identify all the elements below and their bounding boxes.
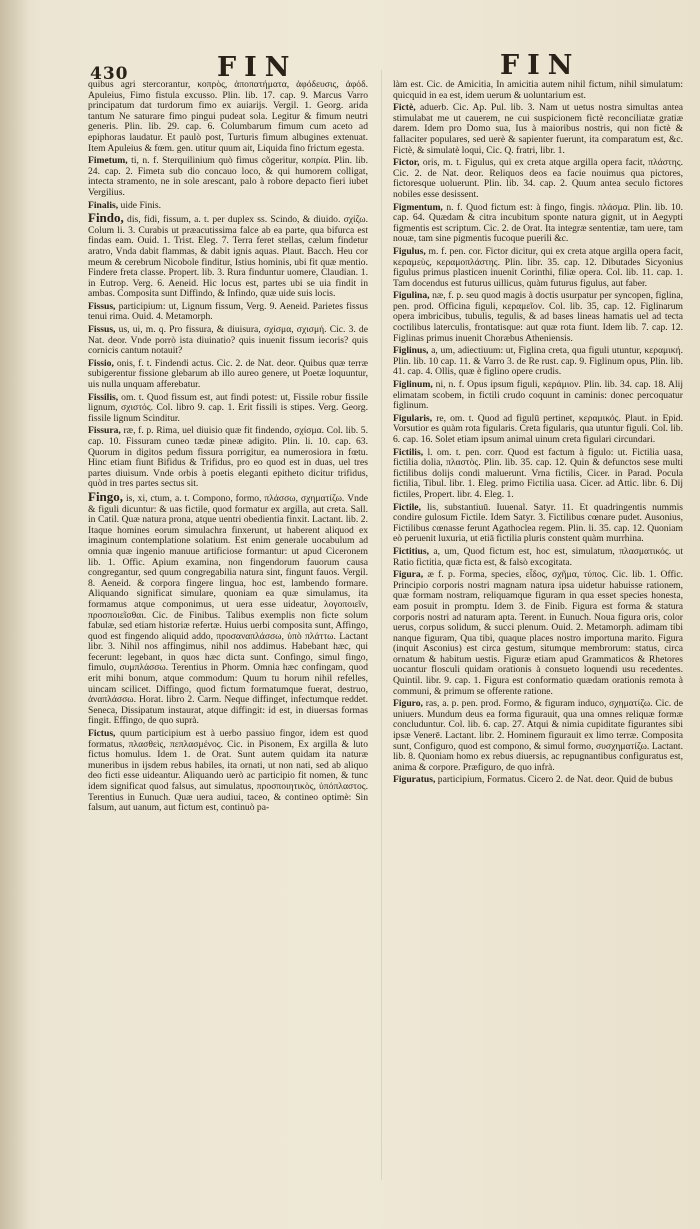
entry-text: participium: ut, Lignum fissum, Verg. 9. Aeneid. Parietes fissus tenui rima. Ouid. 4. Metamorph.: [88, 300, 368, 323]
dictionary-entry: [88, 80, 368, 154]
entry-lemma: Fictor,: [393, 157, 420, 169]
page-number: 430: [90, 64, 129, 84]
entry-text: l. om. t. pen. corr. Quod est factum à figulo: ut. Fictilia uasa, fictilia dolia, πλαστὸς. Plin. lib. 35. cap. 12. Quin & defunctos sese multi fictilibus dolijs condi maluerunt. Vrna fictilis, Cicer. in Parad. Pocula fictilia, Tibul. libr. 1. Eleg. primo Fictilia uasa. Cicer. ad Attic. libr. 6. Dij fictiles, Propert. libr. 4. Eleg. 1.: [393, 446, 683, 500]
entry-text: ras, a. p. pen. prod. Formo, & figuram induco, σχηματίζω. Cic. de uniuers. Mundum deus ea forma figurauit, qua una omnes reliquæ formæ concluduntur. Col. lib. 6. cap. 27. Atqui & nimia cupiditate figurantes sibi ipsæ Venerē. Lactant. libr. 2. Hominem figurauit ex limo terræ. Composita sunt, Configuro, quod est compono, & simul formo, συσχηματίζω. Lactant. lib. 8. Quoniam homo ex rebus diuersis, ac repugnantibus configuratus est, anima & corpore. Præfiguro, de quo infrà.: [393, 698, 683, 773]
dictionary-entry: [393, 547, 683, 568]
dictionary-entry: [88, 156, 368, 198]
entry-text: re, om. t. Quod ad figulū pertinet, κεραμικός. Plaut. in Epid. Vorsutior es quàm rota figularis. Creta figularis, qua utuntur figuli. Col. lib. 6. cap. 16. Solet etiam ipsum animal uinum creta figulari circundari.: [393, 412, 683, 445]
dictionary-entry: [88, 210, 368, 300]
dictionary-entry: [393, 448, 683, 501]
entry-text: om. t. Quod fissum est, aut findi potest: ut, Fissile robur fissile lignum, σχιστός. Col. libro 9. cap. 1. Erit fissili is stipes. Verg. Georg. fissile lignum Scinditur.: [88, 391, 368, 424]
running-head-right: FIN: [500, 50, 581, 81]
entry-lemma: Figularis,: [393, 412, 433, 424]
entry-lemma: Fictilis,: [393, 446, 424, 458]
entry-lemma: Figuratus,: [393, 774, 436, 786]
entry-lemma: Fictitius,: [393, 545, 429, 557]
entry-lemma: Figuro,: [393, 698, 423, 710]
right-column: [393, 80, 683, 1185]
entry-lemma: Figlinus,: [393, 345, 429, 357]
entry-lemma: Fictus,: [88, 728, 116, 740]
entry-lemma: Fissura,: [88, 425, 121, 437]
entry-lemma: Fissus,: [88, 300, 116, 312]
dictionary-entry: [393, 699, 683, 773]
column-gutter: [381, 70, 382, 1180]
dictionary-entry: [393, 346, 683, 378]
entry-lemma: Fimetum,: [88, 155, 128, 167]
dictionary-entry: [393, 247, 683, 289]
entry-text: uide Finis.: [120, 199, 162, 211]
dictionary-entry: [88, 729, 368, 814]
entry-text: us, ui, m. q. Pro fissura, & diuisura, σχίσμα, σχισμή. Cic. 3. de Nat. deor. Vnde porrò ista diuinatio? quis inuenit fissum iecoris? quis cornicis cantum notauit?: [88, 324, 368, 357]
entry-lemma: Fissus,: [88, 324, 116, 336]
entry-text: làm est. Cic. de Amicitia, In amicitia autem nihil fictum, nihil simulatum: quicquid in ea est, idem uerum & uoluntarium est.: [393, 80, 683, 101]
dictionary-entry: [88, 325, 368, 357]
entry-text: n. f. Quod fictum est: à fingo, fingis. πλάσμα. Plin. lib. 10. cap. 64. Quædam & citra incubitum sponte natura gignit, ut in Aegypti figmentis est scriptum. Cic. 2. de Orat. Ita integræ sententiæ, tam uere, tam nouæ, tam sine pigmentis fucoque puerili &c.: [393, 201, 683, 245]
entry-lemma: Figulus,: [393, 245, 426, 257]
dictionary-entry: [88, 393, 368, 425]
dictionary-entry: [88, 488, 368, 727]
entry-lemma: Finalis,: [88, 199, 119, 211]
entry-lemma: Findo,: [88, 210, 124, 226]
dictionary-entry: [393, 291, 683, 344]
dictionary-entry: [88, 201, 368, 212]
entry-lemma: Figlinum,: [393, 379, 433, 391]
entry-text: a, um, Quod fictum est, hoc est, simulatum, πλασματικός. ut Ratio fictitia, quæ ficta est, & falsò excogitata.: [393, 545, 683, 568]
entry-text: ræ, f. p. Rima, uel diuisio quæ fit findendo, σχίσμα. Col. lib. 5. cap. 10. Fissuram cuneo tædæ pineæ adigito. Plin. li. 10. cap. 63. Quorum in digitos pedum fissura porrigitur, ea numerosiora in fœtu. Hinc etiam fiunt Bifidus & Trifidus, pro eo quod est in duas, uel tres partes diuisum. Vnde orbis à poetis eleganti epitheto dicitur trifidus, quòd in tres partes sectus sit.: [88, 425, 368, 490]
entry-text: a, um, adiectiuum: ut, Figlina creta, qua figuli utuntur, κεραμική. Plin. lib. 10 cap. 11. & Varro 3. de Re rust. cap. 9. Figlinum opus, Plin. lib. 41. cap. 4. Ollis, quæ è figlino opere crudis.: [393, 345, 683, 378]
running-head-left: FIN: [217, 52, 298, 83]
dictionary-entry: [393, 103, 683, 156]
entry-lemma: Figmentum,: [393, 201, 443, 213]
dictionary-entry: [393, 775, 683, 786]
dictionary-entry: [393, 158, 683, 200]
dictionary-entry: [393, 570, 683, 697]
entry-lemma: Fissilis,: [88, 391, 119, 403]
entry-lemma: Fictile,: [393, 501, 421, 513]
dictionary-entry: [393, 203, 683, 245]
dictionary-entry: [393, 414, 683, 446]
entry-lemma: Fictè,: [393, 102, 416, 114]
entry-text: ni, n. f. Opus ipsum figuli, κεράμιον. Plin. lib. 34. cap. 18. Alij elimatam scobem, in fictili crudo coquunt in caminis: donec percoquatur figlinum.: [393, 379, 683, 412]
entry-text: m. f. pen. cor. Fictor dicitur, qui ex creta atque argilla opera facit, κεραμεὺς, κεραμοπλάστης. Plin. libr. 35. cap. 12. Dibutades Sicyonius figulus primus plasticen inuenit Corinthi, filiæ opera. Col. lib. 11. cap. 1. Tam docendus est futurus uillicus, quàm futurus figulus, aut faber.: [393, 245, 683, 289]
entry-text: participium, Formatus. Cicero 2. de Nat. deor. Quid de bubus: [437, 774, 673, 786]
dictionary-entry: [393, 503, 683, 545]
dictionary-entry: [88, 302, 368, 323]
entry-text: æ f. p. Forma, species, εἶδος, σχῆμα, τύπος. Cic. lib. 1. Offic. Principio corporis nostri magnam natura ipsa uidetur habuisse rationem, quæ formam nostram, reliquamque figuram in qua esset species honesta, eam posuit in promptu. Idem 3. de Finib. Figura est forma & statura corporis nostri ad naturam apta. Terent. in Eunuch. Noua figura oris, color uerus, corpus solidum, & succi plenum. Ouid. 2. Metamorph. adimam tibi nanque figuram, Qua tibi, quaque places nostro importuna marito. Figura (inquit Asconius) est circa gestum, situmque membrorum: status, circa ornatum & habitum uestis. Figuræ etiam apud Grammaticos & Rhetores uocantur flosculi quidam orationis à consueto loquendi usu recedentes. Quintil. libr. 9. cap. 1. Figura est conformatio quædam orationis remota à communi, & primum se offerente ratione.: [393, 569, 683, 697]
entry-lemma: Fingo,: [88, 488, 124, 504]
entry-text: næ, f. p. seu quod magis à doctis usurpatur per syncopen, figlina, pen. prod. Officina figuli, κεραμεῖον. Col. lib. 35, cap. 12. Figlinarum opera imbricibus, tubulis, tegulis, & ad bases lineas hamatis uel ad tecta coctilibus laterculis, frontatisque: aut quæ rota fiunt. Idem lib. 7. cap. 12. Figlinas primus inuenit Choræbus Atheniensis.: [393, 290, 683, 344]
entry-text: onis, f. t. Findendi actus. Cic. 2. de Nat. deor. Quibus quæ terræ subigerentur fissione glebarum ab illo aureo genere, ut Poetæ loquuntur, uis nulla unquam afferebatur.: [88, 357, 368, 391]
entry-lemma: Figulina,: [393, 290, 430, 302]
left-column: [88, 80, 368, 1185]
entry-text: lis, substantiuū. Iuuenal. Satyr. 11. Et quadringentis nummis condire gulosum Fictile. Idem Satyr. 3. Fictilibus cœnare pudet. Ausonius, Fictilibus cœnasse ferunt Agathoclea regem. Plin. li. 35. cap. 12. Quoniam eò peruenit luxuria, ut etiā fictilia pluris constent quàm murrhina.: [393, 501, 683, 545]
dictionary-entry: [88, 426, 368, 490]
binding-shadow: [0, 0, 30, 1229]
entry-lemma: Fissio,: [88, 357, 114, 369]
entry-lemma: Figura,: [393, 569, 424, 581]
entry-text: quum participium est à uerbo passiuo fingor, idem est quod formatus, πλασθεὶς, πεπλασμένος. Cic. in Pisonem, Ex argilla & luto fictus homulus. Idem 1. de Orat. Sunt autem quidam ita naturæ muneribus in ijsdem rebus habiles, ita ornati, ut non nati, sed ab aliquo deo ficti esse uideantur. Aliquando uerò ac participio fit nomen, & tunc idem significat quod falsus, aut simulatus, προσποιητικὸς, ὑπόπλαστος. Terentius in Eunuch. Quæ uera audiui, taceo, & contineo optimè: Sin falsum, aut uanum, aut fictum est, continuò pa-: [88, 728, 368, 814]
dictionary-entry: [393, 80, 683, 101]
dictionary-entry: [393, 380, 683, 412]
entry-text: quibus agri stercorantur, κοπρὸς, ἀποπατήματα, ἀφόδευσις, ἀφόδ. Apuleius, Fimo fistula excusso. Plin. lib. 17. cap. 9. Marcus Varro principatum dat turdorum fimo ex auiarijs. Vergil. 1. Georg. arida tantum Ne saturare fimo pingui pudeat sola. Legitur & fimum neutri generis. Plin. lib. 29. cap. 6. Columbarum fimum cum aceto ad epiphoras laudatur. Et paulò post, Turturis fimum albugines extenuat. Item Apuleius & fœm. gen. utitur quum ait, Liquida fino frictum egesta.: [88, 80, 368, 154]
entry-text: ti, n. f. Sterquilinium quò fimus cõgeritur, κοπρία. Plin. lib. 24. cap. 2. Fimeta sub dio concauo loco, & qui humorem colligat, intecta stramento, ne in sole arescant, palo à robore depacto fieri iubet Vergilius.: [88, 155, 368, 198]
dictionary-entry: [88, 359, 368, 391]
entry-text: oris, m. t. Figulus, qui ex creta atque argilla opera facit, πλάστης. Cic. 2. de Nat. deor. Reliquos deos ea facie nouimus qua pictores, fictoresque uoluerunt. Plin. lib. 34. cap. 2. Quum antea seculo fictores nobiles esse desissent.: [393, 157, 683, 200]
entry-text: aduerb. Cic. Ap. Pul. lib. 3. Nam ut uetus nostra simultas antea stimulabat me ut cauerem, ne cui suspicionem fictè reconciliatæ gratiæ darem. Idem pro Domo sua, Ius à maioribus nostris, qui non fictè & fallaciter populares, sed uerè & sapienter fuerunt, ita comparatum est, &c. Fictè, & simulatè loqui, Cic. Q. fratri, libr. 1.: [393, 102, 683, 156]
entry-text: is, xi, ctum, a. t. Compono, formo, πλάσσω, σχηματίζω. Vnde & figuli dicuntur: & uas fictile, quod formatur ex argilla, aut creta. Sall. in Catil. Quæ natura prona, atque uentri obedientia finxit. Lactant. lib. 2. Itaque homines eorum simulachra finxerunt, ut haberent aliquod ex imaginum contemplatione solatium. Est enim generale uocabulum ad omnia quæ ingenio manuue artificiose formantur: ut apud Ciceronem lib. 1. Offic. Apium examina, non fingendorum fauorum causa congregantur, sed quum congregabilia natura sint, fingunt fauos. Vergil. 8. Aeneid. & corpora fingere lingua, hoc est, lambendo formare. Aliquando significat simulare, quoniam ea quæ simulamus, ita formamus atque componimus, ut uera esse uideatur, λογοποιεῖν, προσποιεῖσθαι. Cic. de Finibus. Talibus exemplis non ficte solum fabulæ, sed etiam historiæ refertæ. Huius uerbi composita sunt, Affingo, quod est fingendo aliquid addo, προσαναπλάσσω, ὑπὸ πλάττω. Lactant libr. 3. Nihil nos affingimus, nihil nos addimus. Habebant hæc, qui fecerunt: legebant, in quos hæc dicta sunt. Confingo, simul fingo, fimulo, συμπλάσσω. Terentius in Phorm. Omnia hæc confingam, quod erit mihi bonum, atque commodum: Quum tu horum nihil refelles, uincam scilicet. Diffingo, quod fictum formatumque fuerat, destruo, ἀναπλάσσω. Horat. libro 2. Carm. Neque diffinget, infectumque reddet. Seneca, Dissipatum instaurat, atque diffingit: id est, in diuersas formas fingit. Effingo, de quo suprà.: [88, 492, 368, 727]
entry-text: dis, fidi, fissum, a. t. per duplex ss. Scindo, & diuido. σχίζω. Colum li. 3. Curabis ut præacutissima falce ab ea parte, qua bifurca est findas eam. Ouid. 1. Trist. Eleg. 7. Terra feret stellas, cælum findetur aratro, Vnda dabit flammas, & dabit ignis aquas. Plaut. Bacch. Heu cor meum & cerebrum Nicobole finditur, Istius hominis, ubi fit quæ mentio. Findere freta classe. Propert. lib. 3. Rura finduntur uomere, Claudian. 1. in Eutrop. Verg. 6. Aeneid. Hic locus est, partes ubi se uia findit in ambas. Composita sunt Diffindo, & Infindo, quæ uide suis locis.: [88, 214, 368, 300]
